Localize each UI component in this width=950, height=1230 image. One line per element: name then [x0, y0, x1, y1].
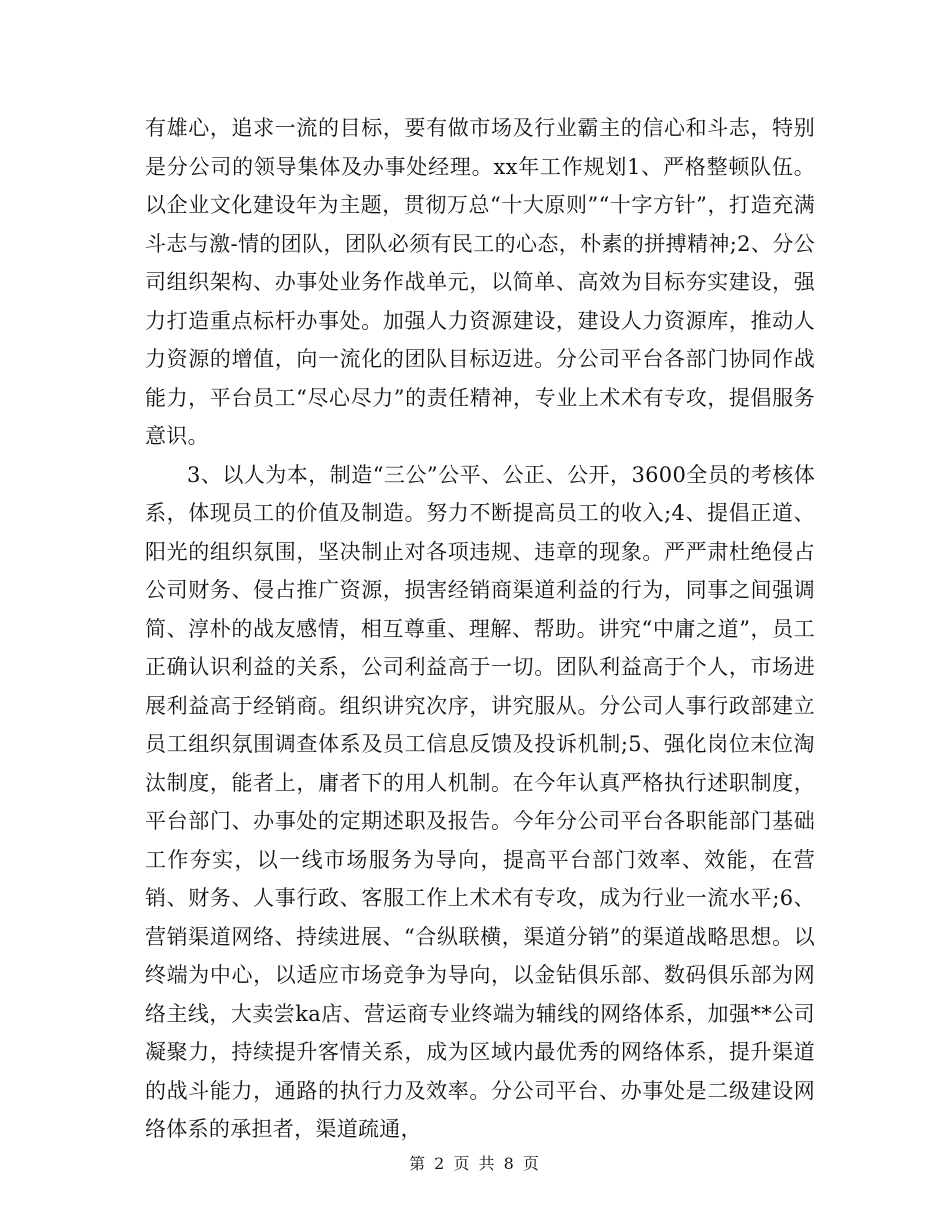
paragraph-1: 有雄心，追求一流的目标，要有做市场及行业霸主的信心和斗志，特别是分公司的领导集体及办事处经理。xx年工作规划1、严格整顿队伍。以企业文化建设年为主题，贯彻万总“十大原则”“十字方针”，打造充满斗志与激-情的团队，团队必须有民工的心态，朴素的拼搏精神;2、分公司组织架构、办事处业务作战单元，以简单、高效为目标夯实建设，强力打造重点标杆办事处。加强人力资源建设，建设人力资源库，推动人力资源的增值，向一流化的团队目标迈进。分公司平台各部门协同作战能力，平台员工“尽心尽力”的责任精神，专业上术术有专攻，提倡服务意识。 [145, 116, 815, 448]
paragraph-2: 3、以人为本，制造“三公”公平、公正、公开，3600全员的考核体系，体现员工的价值及制造。努力不断提高员工的收入;4、提倡正道、阳光的组织氛围，坚决制止对各项违规、违章的现象。严严肃杜绝侵占公司财务、侵占推广资源，损害经销商渠道利益的行为，同事之间强调简、淳朴的战友感情，相互尊重、理解、帮助。讲究“中庸之道”，员工正确认识利益的关系，公司利益高于一切。团队利益高于个人，市场进展利益高于经销商。组织讲究次序，讲究服从。分公司人事行政部建立员工组织氛围调查体系及员工信息反馈及投诉机制;5、强化岗位末位淘汰制度，能者上，庸者下的用人机制。在今年认真严格执行述职制度，平台部门、办事处的定期述职及报告。今年分公司平台各职能部门基础工作夯实，以一线市场服务为导向，提高平台部门效率、效能，在营销、财务、人事行政、客服工作上术术有专攻，成为行业一流水平;6、营销渠道网络、持续进展、“合纵联横，渠道分销”的渠道战略思想。以终端为中心，以适应市场竞争为导向，以金钻俱乐部、数码俱乐部为网络主线，大卖尝ka店、营运商专业终端为辅线的网络体系，加强**公司凝聚力，持续提升客情关系，成为区域内最优秀的网络体系，提升渠道的战斗能力，通路的执行力及效率。分公司平台、办事处是二级建设网络体系的承担者，渠道疏通， [145, 462, 815, 1141]
page-footer: 第 2 页 共 8 页 [409, 1154, 541, 1173]
document-body [145, 109, 815, 1149]
